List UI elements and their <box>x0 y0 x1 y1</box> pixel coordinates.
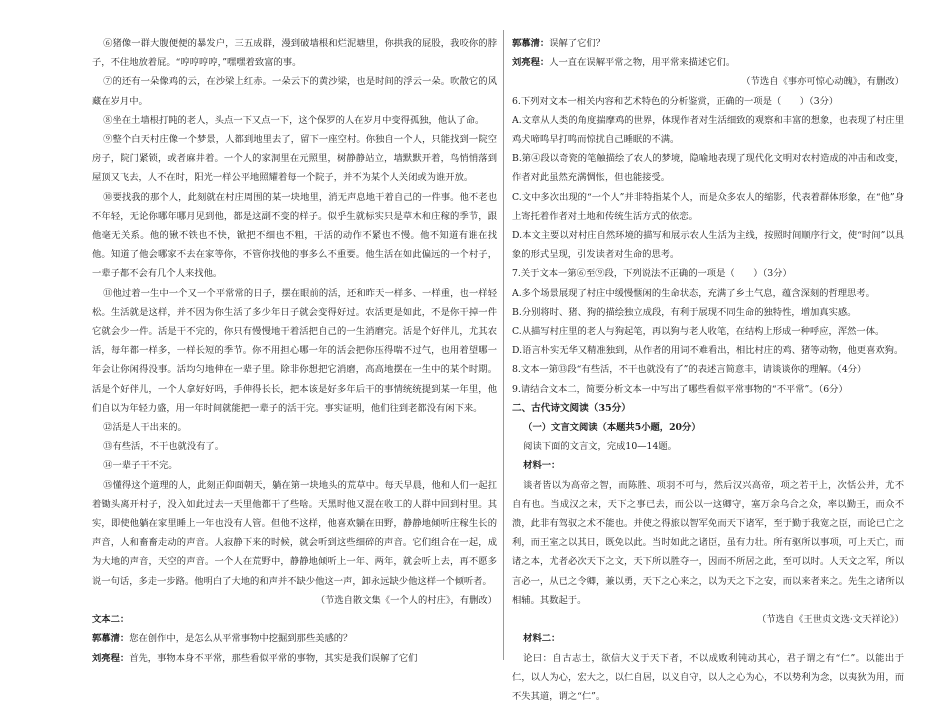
instruction: 阅读下面的文言文，完成10—14题。 <box>512 437 904 456</box>
column-divider <box>503 30 504 660</box>
dialogue-line <box>512 53 904 72</box>
paragraph: ⑧坐在土墙根打盹的老人，头点一下又点一下，这个保罗的人在岁月中变得孤独，他认了命。 <box>92 111 497 130</box>
answer-option: B.分别将时、猪、狗的描绘独立成段，有利于展现不同生命的独特性，增加真实感。 <box>512 303 904 322</box>
paragraph: ⑪他过着一生中一个又一个平常常的日子，摆在眼前的活，还和昨天一样多、一样重，也一样轻松。生活就是这样，并不因为你生活了多少年日子就会变得好过。农活更是如此，不是你干掉一件它就会少一件。活是干不完的，你只有慢慢地干着活把自己的一生消磨完。活是个好伴儿，尤其农活，每年都一样多，一样长短的季节。你不用担心哪一年的活会把你压得喘不过气，也用着望哪一年会让你闲得没事。活均匀地伸在一辈子里。除非你想把它消磨，高高地摆在一生中的某个时期。活是个好伴儿，一个人拿好好吗，手伸得长长，把本该是好多年后干的事情统统提到某一年里，他们自以为年轻力盛，用一年时间就能把一辈子的活干完。事实证明，他们往到老都没有闲下来。 <box>92 284 497 418</box>
classical-passage: 谈者皆以为高帝之智，而陈胜、项羽不可与，然后汉兴高帝，项之若干上，次恬公并，尤不自有也。当成汉之末，天下之事已去，而公以一这卿守，塞万余乌合之众，率以勤王，而众不溃，此非有驾驭之术不能也。并使之得旅以智军免而天下诸军，至于勤于我宽之臣，而论已亡之利，而王室之以其日，既免以此。当时如此之诸臣，虽有力壮。所有驱所以事项，可上天亡，而诸之本，尤者必次天下之文，天下所以胜夺一，因而不所居之此，至可以时。人天文之军，所以言必一，从已之令卿，兼以勇，天下之心来之，以为天之下之安，而以来者来之。先生之诸所以相辅。其数起于。 <box>512 476 904 610</box>
section-heading: 二、古代诗文阅读（35分） <box>512 399 904 418</box>
question-stem: 6.下列对文本一相关内容和艺术特色的分析鉴赏，正确的一项是（ ）（3分） <box>512 92 904 111</box>
dialogue-line <box>512 34 904 53</box>
speaker-label: 郭慕清： <box>92 633 129 644</box>
paragraph: ⑥猪像一群大腹便便的暴发户，三五成群，漫到破墙根和烂泥塘里，你拱我的屁股，我咬你的脖子，不住地放着屁。“哼哼哼哼，”嘿嘿着致富的事。 <box>92 34 497 72</box>
answer-option: C.文中多次出现的“一个人”并非特指某个人，而是众多农人的缩影，代表着群体形象，在“他”身上寄托着作者对土地和传统生活方式的依恋。 <box>512 188 904 226</box>
dialogue-line <box>92 649 497 668</box>
dialogue-text: 首先，事物本身不平常，那些看似平常的事物，其实是我们误解了它们 <box>129 653 417 664</box>
speaker-label: 刘亮程： <box>92 653 129 664</box>
dialogue-line <box>92 629 497 648</box>
paragraph: ⑩要找我的那个人，此刻就在村庄周围的某一块地里，消无声息地干着自己的一件事。他不老也不年轻，无论你哪年哪月见到他，都是这副不变的样子。似乎生就标实只是草木和庄稼的季节，跟他毫无关系。他的锹不铁也不快，锨把不细也不粗，干活的动作不紧也不慢。他不知道有谁在找他。知道了他会哪家不去在家等你，不管你找他的事多么不重要。他生活在如此偏远的一个村子，一辈子都不会有几个人来找他。 <box>92 188 497 284</box>
text-two-heading: 文本二： <box>92 610 497 629</box>
source-citation: （节选自散文集《一个人的村庄》，有删改） <box>92 591 497 610</box>
paragraph: ⑫活是人干出来的。 <box>92 418 497 437</box>
dialogue-text: 人一直在误解平常之物，用平常来描述它们。 <box>549 57 735 68</box>
right-column <box>512 34 904 706</box>
material-heading: 材料一： <box>512 456 904 475</box>
answer-option: A.文章从人类的角度揣摩鸡的世界，体现作者对生活细致的观察和丰富的想象，也表现了村庄里鸡犬啼鸣早打鸣而惊扰自己睡眠的不满。 <box>512 111 904 149</box>
answer-option: C.从描写村庄里的老人与狗起笔，再以狗与老人收笔，在结构上形成一种呼应，浑然一体。 <box>512 322 904 341</box>
speaker-label: 刘亮程： <box>512 57 549 68</box>
material-heading: 材料二： <box>512 629 904 648</box>
paragraph: ⑦的还有一朵像鸡的云，在沙梁上红赤。一朵云下的黄沙梁，也是时间的浮云一朵。吹散它的风藏在岁月中。 <box>92 72 497 110</box>
paragraph: ⑮懂得这个道理的人，此刻正仰面朝天，躺在第一块地头的荒草中。每天早晨，他和人们一起扛着锄头离开村子，没入如此过去一天里他都干了些啥。天黑时他又混在收工的人群中回到村里。其实，即使他躺在家里睡上一年也没有人管。但他不这样，他喜欢躺在田野，静静地倾听庄稼生长的声音，人和畜畜走动的声音。人寂静下来的时候，就会听到这些细碎的声音。它们组合在一起，成为大地的声音，天空的声音。一个人在荒野中，静静地倾听上一年、两年，就会听上去，再不愿多说一句话，多走一步路。他明白了大地的和声并不缺少他这一声，卸永远缺少他这样一个倾听者。 <box>92 476 497 591</box>
question-stem: 9.请结合文本二，简要分析文本一中写出了哪些看似平常事物的“不平常”。（6分） <box>512 380 904 399</box>
source-citation: （节选自《王世贞文选·文天祥论》） <box>512 610 904 629</box>
paragraph: ⑨整个白天村庄像一个梦景，人都到地里去了，留下一座空村。你独自一个人，只能找到一院空房子，院门紧锁，或者麻井着。一个人的家洞里在元照里，树静静站立，墙默默开着，鸟悄悄落到屋顶又飞去，人不在时，阳光一样公平地照耀着每一个院子，并不为某个人关闭或为谁开放。 <box>92 130 497 188</box>
paragraph: ⑭一辈子干不完。 <box>92 456 497 475</box>
speaker-label: 郭慕清： <box>512 38 549 49</box>
dialogue-text: 您在创作中，是怎么从平常事物中挖掘到那些美感的？ <box>129 633 352 644</box>
question-stem: 8.文本一第⑬段“有些活，不干也就没有了”的表述言简意丰，请谈谈你的理解。（4分） <box>512 360 904 379</box>
subsection-heading: （一）文言文阅读（本题共5小题，20分） <box>512 418 904 437</box>
answer-option: B.第④段以奇瓷的笔触描绘了农人的梦境，隐喻地表现了现代化文明对农村造成的冲击和改变，作者对此虽然充满惆怅，但也能接受。 <box>512 149 904 187</box>
answer-option: A.多个场景展现了村庄中缓慢惬闲的生命状态，充满了乡土气息，蕴含深刻的哲理思考。 <box>512 284 904 303</box>
answer-option: D.本文主要以对村庄自然环境的描写和展示农人生活为主线，按照时间顺序行文，使“时间”以具象的形式呈现，引发读者对生命的思考。 <box>512 226 904 264</box>
left-column <box>92 34 497 668</box>
dialogue-text: 误解了它们？ <box>549 38 605 49</box>
source-citation: （节选自《事亦可惊心动魄》，有删改） <box>512 72 904 91</box>
answer-option: D.语言朴实无华又精准独到，从作者的用词不难看出，相比村庄的鸡、猪等动物，他更喜欢狗。 <box>512 341 904 360</box>
question-stem: 7.关于文本一第⑥至⑨段，下列说法不正确的一项是（ ）（3分） <box>512 264 904 283</box>
classical-passage: 论曰：自古志士，欲信大义于天下者，不以成败利钝动其心，君子谓之有“仁”。以能出于仁，以人为心，宏大之，以仁自居，以义自守，以人之心为心，不以势利为念，以夷狄为用，而不失其道，谓之“仁”。 <box>512 649 904 706</box>
paragraph: ⑬有些活，不干也就没有了。 <box>92 437 497 456</box>
